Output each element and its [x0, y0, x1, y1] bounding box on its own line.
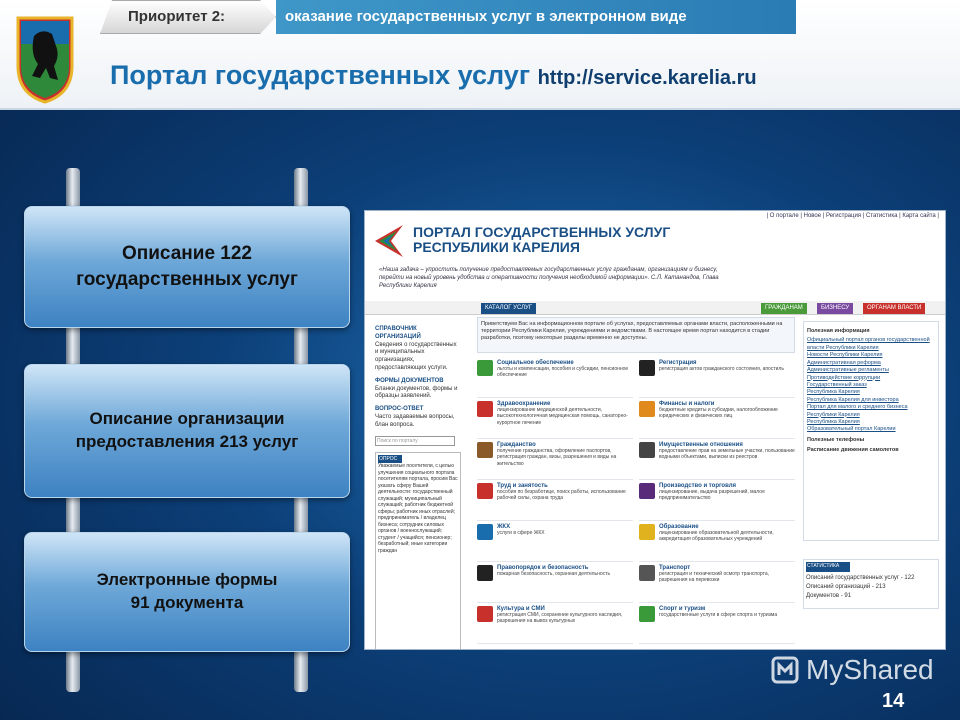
card-forms-text: Электронные формы 91 документа: [96, 570, 278, 612]
card-services: [24, 206, 350, 328]
category-item[interactable]: [477, 562, 633, 603]
category-name[interactable]: Имущественные отношения: [659, 442, 743, 448]
stats-panel: [803, 559, 939, 609]
card-forms: [24, 532, 350, 652]
category-icon: [639, 442, 655, 458]
category-name[interactable]: Транспорт: [659, 565, 691, 571]
category-name[interactable]: ЖКХ: [497, 524, 511, 530]
portal-top-links[interactable]: | О портале | Новое | Регистрация | Статистика | Карта сайта |: [766, 213, 939, 219]
useful-title: Полезная информация: [807, 328, 870, 334]
useful-link[interactable]: Административная реформа: [807, 359, 881, 366]
category-name[interactable]: Социальное обеспечение: [497, 360, 574, 366]
category-name[interactable]: Правопорядок и безопасность: [497, 565, 589, 571]
tab-authorities[interactable]: ОРГАНАМ ВЛАСТИ: [863, 303, 925, 314]
category-desc: регистрация актов гражданского состояния, апостиль: [659, 366, 784, 372]
category-item[interactable]: [477, 357, 633, 398]
stats-orgs: Описаний организаций - 213: [806, 583, 886, 590]
category-icon: [639, 401, 655, 417]
category-item[interactable]: [477, 521, 633, 562]
category-name[interactable]: Здравоохранение: [497, 401, 551, 407]
tab-citizens[interactable]: ГРАЖДАНАМ: [761, 303, 807, 314]
sidebar-forms-desc: Бланки документов, формы и образцы заявлений.: [375, 385, 458, 400]
category-desc: пожарная безопасность, охранная деятельность: [497, 571, 611, 577]
watermark: [770, 654, 934, 686]
portal-nav: [365, 301, 946, 315]
portal-sidebar: [375, 321, 461, 650]
useful-link[interactable]: Образовательный портал Карелии: [807, 426, 896, 433]
poll-label: ОПРОС: [378, 455, 402, 464]
sidebar-qa-desc: Часто задаваемые вопросы, блан вопроса.: [375, 413, 455, 428]
category-desc: лицензирование образовательной деятельности, аккредитация образовательных учреждений: [659, 530, 774, 543]
tab-catalog[interactable]: КАТАЛОГ УСЛУГ: [481, 303, 536, 314]
karelia-coat-of-arms-icon: [14, 14, 76, 104]
category-desc: бюджетные кредиты и субсидии, налогообложение юридических и физических лиц: [659, 407, 778, 420]
category-desc: получение гражданства, оформление паспортов, регистрация граждан, визы, разрешения и виды на жительство: [497, 448, 617, 467]
category-item[interactable]: [639, 521, 795, 562]
useful-link[interactable]: Республика Карелия: [807, 419, 860, 426]
sidebar-orgs-desc: Сведения о государственных и муниципальных организациях, предоставляющих услуги.: [375, 341, 457, 371]
category-icon: [639, 524, 655, 540]
useful-link[interactable]: Официальный портал органов государственной власти Республики Карелия: [807, 337, 930, 351]
category-desc: услуги в сфере ЖКХ: [497, 530, 545, 536]
useful-link[interactable]: Административные регламенты: [807, 367, 889, 374]
category-item[interactable]: [639, 357, 795, 398]
portal-logo-icon: [373, 223, 407, 259]
useful-info-panel: [803, 321, 939, 541]
header: [0, 0, 960, 110]
useful-link[interactable]: Республика Карелия: [807, 389, 860, 396]
category-item[interactable]: [639, 398, 795, 439]
portal-poll: [375, 452, 461, 650]
card-services-text: Описание 122 государственных услуг: [76, 243, 298, 290]
priority-label: Приоритет 2:: [128, 8, 226, 25]
category-name[interactable]: Производство и торговля: [659, 483, 737, 489]
portal-logo-text: ПОРТАЛ ГОСУДАРСТВЕННЫХ УСЛУГ РЕСПУБЛИКИ КАРЕЛИЯ: [413, 224, 671, 255]
useful-phones[interactable]: Полезные телефоны: [807, 436, 865, 443]
watermark-logo-icon: [770, 655, 800, 685]
page-number: 14: [882, 690, 905, 712]
category-icon: [477, 524, 493, 540]
category-icon: [477, 565, 493, 581]
category-desc: государственные услуги в сфере спорта и туризма: [659, 612, 778, 618]
category-item[interactable]: [639, 562, 795, 603]
sidebar-forms-title[interactable]: ФОРМЫ ДОКУМЕНТОВ: [375, 377, 444, 384]
useful-flights[interactable]: Расписание движения самолетов: [807, 447, 899, 454]
tab-business[interactable]: БИЗНЕСУ: [817, 303, 853, 314]
category-desc: регистрация и технический осмотр транспорта, разрешения на перевозки: [659, 571, 769, 584]
portal-search-input[interactable]: Поиск по порталу: [375, 436, 455, 446]
useful-link[interactable]: Портал для малого и среднего бизнеса Республики Карелия: [807, 404, 908, 418]
category-item[interactable]: [639, 480, 795, 521]
category-icon: [639, 565, 655, 581]
category-item[interactable]: [639, 603, 795, 644]
category-name[interactable]: Регистрация: [659, 360, 697, 366]
category-icon: [477, 606, 493, 622]
page-title-text: Портал государственных услуг: [110, 60, 531, 90]
category-name[interactable]: Образование: [659, 524, 699, 530]
stats-services: Описаний государственных услуг - 122: [806, 574, 915, 581]
category-grid: [477, 357, 795, 644]
category-icon: [639, 606, 655, 622]
category-desc: регистрация СМИ, сохранение культурного наследия, разрешения на вывоз культурных: [497, 612, 623, 625]
portal-url[interactable]: http://service.karelia.ru: [537, 67, 757, 89]
sidebar-orgs-title[interactable]: СПРАВОЧНИК ОРГАНИЗАЦИЙ: [375, 326, 421, 340]
useful-link[interactable]: Противодействие коррупции: [807, 374, 881, 381]
portal-main: [477, 317, 795, 650]
category-desc: лицензирование медицинской деятельности, высокотехнологичная медицинская помощь, санаторно-курортное лечение: [497, 407, 628, 426]
page-title: [110, 60, 757, 91]
portal-tagline: «Наша задача – упростить получение предоставляемых государственных услуг гражданам, организациям и бизнесу, перейти на новый уровень удобства и оперативности получения необходимой информации». С.Л. Катанандов, Глава Республики Карелия: [379, 267, 719, 289]
stats-docs: Документов - 91: [806, 592, 852, 599]
stats-title: СТАТИСТИКА: [806, 562, 850, 572]
category-desc: лицензирование, выдача разрешений, малое предпринимательство: [659, 489, 765, 502]
category-icon: [477, 442, 493, 458]
category-icon: [477, 401, 493, 417]
category-name[interactable]: Труд и занятость: [497, 483, 548, 489]
category-item[interactable]: [477, 439, 633, 480]
category-icon: [639, 483, 655, 499]
category-name[interactable]: Гражданство: [497, 442, 536, 448]
portal-screenshot: [364, 210, 946, 650]
category-icon: [477, 483, 493, 499]
category-desc: пособия по безработице, поиск работы, использование рабочей силы, охрана труда: [497, 489, 626, 502]
category-name[interactable]: Спорт и туризм: [659, 606, 706, 612]
category-icon: [639, 360, 655, 376]
category-item[interactable]: [477, 398, 633, 439]
category-item[interactable]: [477, 480, 633, 521]
priority-text: оказание государственных услуг в электронном виде: [285, 8, 687, 25]
useful-link[interactable]: Республика Карелия для инвестора: [807, 396, 899, 403]
card-organizations: [24, 364, 350, 498]
category-name[interactable]: Финансы и налоги: [659, 401, 715, 407]
card-organizations-text: Описание организации предоставления 213 услуг: [75, 409, 299, 451]
poll-text: Уважаемые посетители, с целью улучшения социального портала посетителям портала, просим Вас указать сферу Вашей деятельности: государственный служащий; муниципальный служащий; работник бюджетной сферы; работник иных отраслей; предприниматель / владелец бизнеса; сотрудник силовых органов / военнослужащий; студент / учащийся; пенсионер; безработный; иные категории граждан: [378, 463, 458, 554]
category-item[interactable]: [477, 603, 633, 644]
category-icon: [477, 360, 493, 376]
category-item[interactable]: [639, 439, 795, 480]
useful-link[interactable]: Новости Республики Карелия: [807, 352, 883, 359]
category-desc: предоставление прав на земельные участки, пользование водными объектами, выписки из реестров: [659, 448, 795, 461]
portal-welcome: Приветствуем Вас на информационном портале об услугах, предоставляемых органами власти, расположенными на территории Республики Карелия, учреждениями и ведомствами. В настоящее время портал находится в стадии разработки, поэтому некоторые разделы временно не доступны.: [477, 317, 795, 353]
category-name[interactable]: Культура и СМИ: [497, 606, 545, 612]
sidebar-qa-title[interactable]: ВОПРОС-ОТВЕТ: [375, 406, 424, 413]
category-desc: льготы и компенсации, пособия и субсидии, пенсионное обеспечение: [497, 366, 629, 379]
watermark-text: MyShared: [806, 654, 934, 685]
useful-link[interactable]: Государственный заказ: [807, 381, 867, 388]
